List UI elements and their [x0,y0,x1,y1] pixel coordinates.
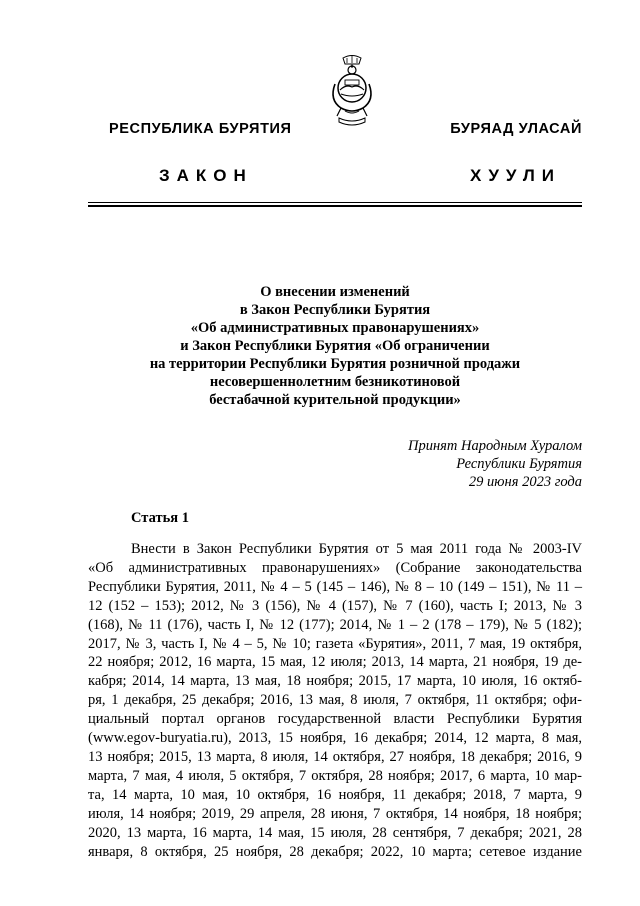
adoption-date: 29 июня 2023 года [468,474,582,490]
adoption-note-line: Республики Бурятия [456,456,582,472]
coat-of-arms-icon [325,54,379,128]
body-line: (www.egov-buryatia.ru), 2013, 15 ноября, 16 декабря; 2014, 12 марта, 8 мая, [88,730,582,747]
law-title-line: «Об административных правонарушениях» [190,320,480,336]
article-heading: Статья 1 [131,510,189,526]
adoption-note-line: Принят Народным Хуралом [407,438,582,454]
law-title-line: О внесении изменений [260,284,410,300]
body-line: циальный портал органов государственной власти Республики Бурятия [88,711,582,728]
body-line: марта, 7 мая, 4 июля, 5 октября, 7 октября, 28 ноября; 2017, 6 марта, 10 мар- [88,767,582,784]
body-line: июля, 14 ноября; 2019, 29 апреля, 28 июня, 7 октября, 14 ноября, 18 ноября; [88,805,582,822]
header-divider-thick [88,205,582,207]
body-line: января, 8 октября, 25 ноября, 28 декабря; 2022, 10 марта; сетевое издание [88,843,582,860]
article-body [88,540,582,861]
body-line: 2017, № 3, часть I, № 4 – 5, № 10; газета «Бурятия», 2011, 7 мая, 19 октября, [88,635,582,652]
body-line: 22 ноября; 2012, 16 марта, 15 мая, 12 июля; 2013, 14 марта, 21 ноября, 19 де- [88,654,582,671]
header-divider-thin [88,202,582,203]
law-word-buryat: ХУУЛИ [470,166,561,185]
body-line: кабря; 2014, 14 марта, 13 мая, 18 ноября; 2015, 17 марта, 10 июля, 16 октяб- [88,673,582,690]
body-line: «Об административных правонарушениях» (Собрание законодательства [88,559,582,576]
body-line: (168), № 11 (176), часть I, № 12 (177); 2014, № 1 – 2 (178 – 179), № 5 (182); [88,616,582,633]
law-title [88,283,582,409]
law-title-line: и Закон Республики Бурятия «Об ограничении [180,338,490,354]
body-line: 13 ноября; 2015, 13 марта, 8 июля, 14 октября, 27 ноября, 18 декабря; 2016, 9 [88,748,582,765]
republic-name-buryat: БУРЯАД УЛАСАЙ [450,121,582,137]
adoption-note [408,437,582,491]
body-line: Внести в Закон Республики Бурятия от 5 мая 2011 года № 2003-IV [131,541,582,557]
republic-name-russian: РЕСПУБЛИКА БУРЯТИЯ [109,121,292,137]
body-line: 12 (152 – 153); 2012, № 3 (156), № 4 (157), № 7 (160), часть I; 2013, № 3 [88,597,582,614]
body-line: та, 14 марта, 10 мая, 10 октября, 16 ноября, 11 декабря; 2018, 7 марта, 9 [88,786,582,803]
body-line: Республики Бурятия, 2011, № 4 – 5 (145 – 146), № 8 – 10 (149 – 151), № 11 – [88,578,582,595]
law-title-line: несовершеннолетним безникотиновой [209,374,461,390]
law-title-line: бестабачной курительной продукции» [209,392,461,408]
body-line: 2020, 13 марта, 16 марта, 14 мая, 15 июля, 28 сентября, 7 декабря; 2021, 28 [88,824,582,841]
law-word-russian: ЗАКОН [159,166,253,185]
law-title-line: на территории Республики Бурятия розничной продажи [149,356,521,372]
body-line: ря, 1 декабря, 25 декабря; 2016, 13 мая, 8 июля, 7 октября, 11 октября; офи- [88,692,582,709]
law-title-line: в Закон Республики Бурятия [239,302,431,318]
